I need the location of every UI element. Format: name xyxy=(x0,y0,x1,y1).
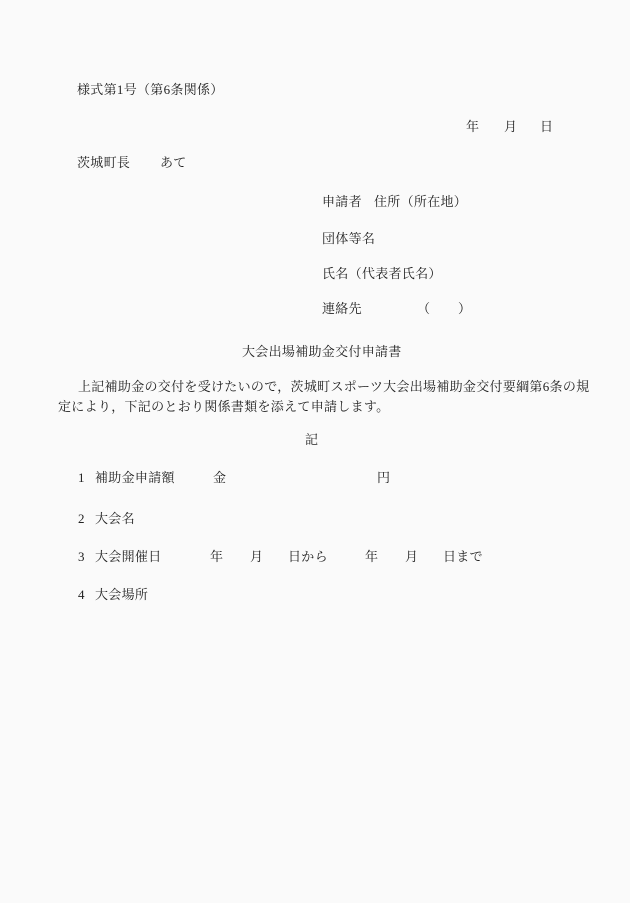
form-item-amount xyxy=(0,470,630,488)
item-3-from-year: 年 xyxy=(210,549,224,564)
note-marker: 記 xyxy=(305,432,319,447)
item-4-number: 4 xyxy=(78,587,85,602)
form-item-event-date xyxy=(0,549,630,567)
item-3-to-month: 月 xyxy=(405,549,419,564)
date-day-label: 日 xyxy=(540,119,554,134)
date-month-label: 月 xyxy=(504,119,518,134)
addressee-suffix: あて xyxy=(160,155,187,170)
applicant-label: 申請者 xyxy=(322,194,362,209)
addressee-row xyxy=(0,155,630,173)
applicant-contact-row xyxy=(0,301,630,319)
item-1-label: 補助金申請額 xyxy=(95,470,175,485)
document-title: 大会出場補助金交付申請書 xyxy=(242,344,402,359)
item-2-number: 2 xyxy=(78,511,85,526)
applicant-organization-label: 団体等名 xyxy=(322,231,376,246)
item-2-label: 大会名 xyxy=(95,511,135,526)
addressee-name: 茨城町長 xyxy=(77,155,131,170)
item-3-from-month: 月 xyxy=(250,549,264,564)
item-1-number: 1 xyxy=(78,470,85,485)
applicant-representative-label: 氏名（代表者氏名） xyxy=(322,266,442,281)
form-number: 様式第1号（第6条関係） xyxy=(77,82,224,97)
date-row xyxy=(0,119,630,137)
contact-close-paren: ） xyxy=(458,301,472,316)
applicant-address-label: 住所（所在地） xyxy=(374,194,468,209)
item-3-to-year: 年 xyxy=(365,549,379,564)
body-paragraph-line-2: 定により，下記のとおり関係書類を添えて申請します。 xyxy=(58,399,390,414)
item-3-from-day: 日から xyxy=(288,549,328,564)
note-marker-row xyxy=(0,432,630,450)
date-year-label: 年 xyxy=(466,119,480,134)
item-4-label: 大会場所 xyxy=(95,587,149,602)
applicant-organization-row xyxy=(0,231,630,249)
form-number-row xyxy=(0,82,630,100)
body-paragraph-row-1 xyxy=(0,379,630,397)
item-1-money-prefix: 金 xyxy=(213,470,227,485)
applicant-address-row xyxy=(0,194,630,212)
item-1-money-suffix: 円 xyxy=(377,470,391,485)
form-item-event-name xyxy=(0,511,630,529)
applicant-name-row xyxy=(0,266,630,284)
item-3-to-day: 日まで xyxy=(443,549,483,564)
applicant-contact-label: 連絡先 xyxy=(322,301,362,316)
body-paragraph-line-1: 上記補助金の交付を受けたいので，茨城町スポーツ大会出場補助金交付要綱第6条の規 xyxy=(78,379,590,394)
item-3-number: 3 xyxy=(78,549,85,564)
body-paragraph-row-2 xyxy=(0,399,630,417)
contact-open-paren: （ xyxy=(417,301,431,316)
form-item-event-location xyxy=(0,587,630,605)
item-3-label: 大会開催日 xyxy=(95,549,162,564)
title-row xyxy=(0,344,630,362)
